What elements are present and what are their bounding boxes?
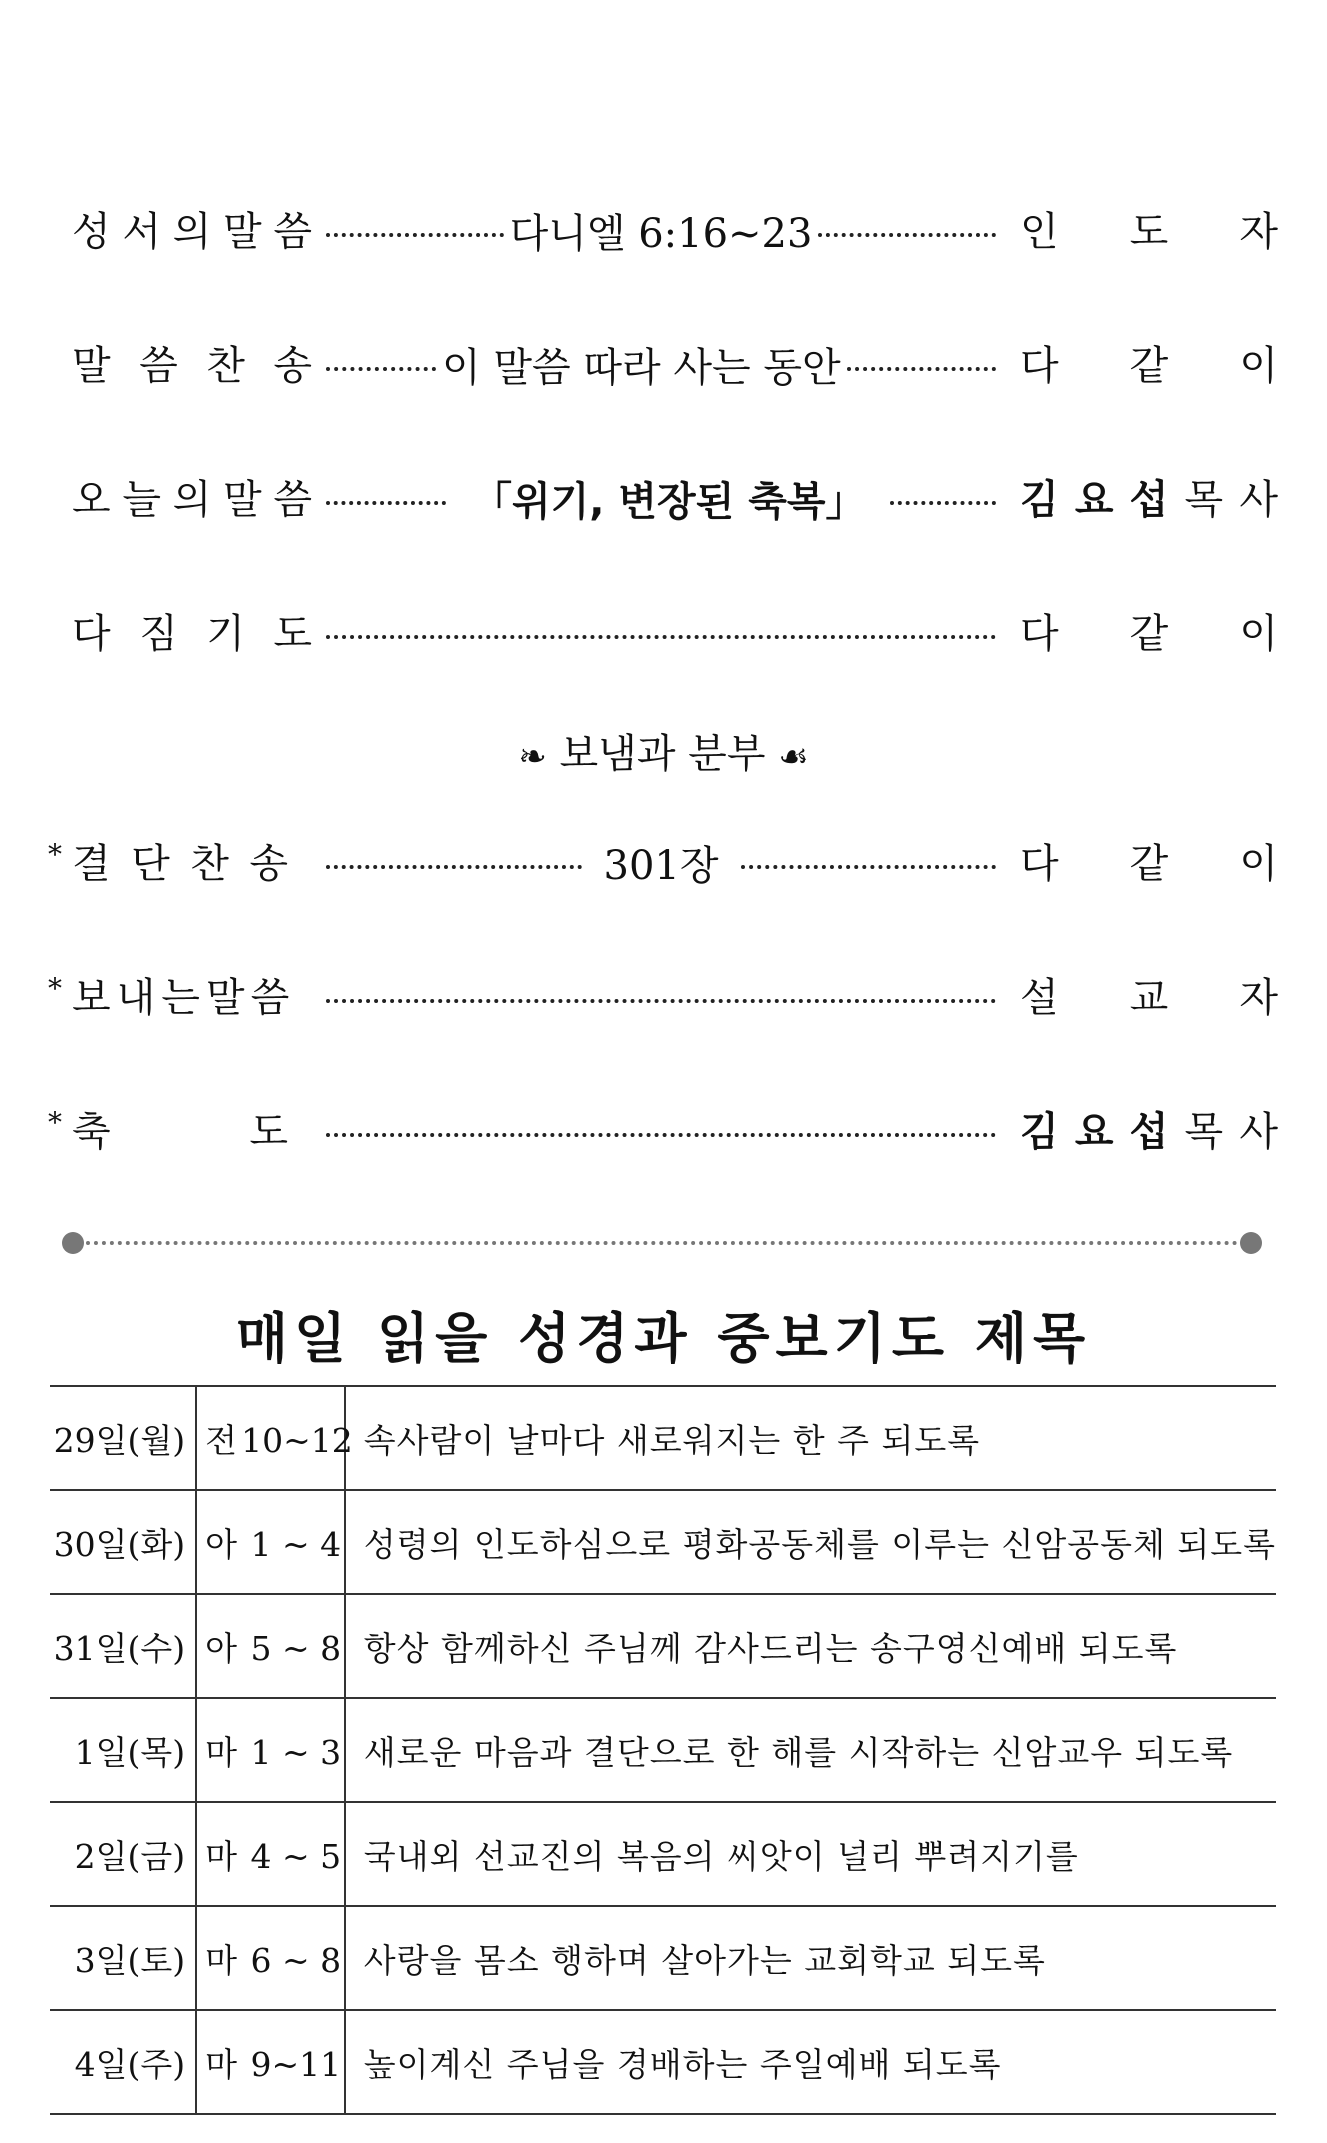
order-content: [320, 602, 1002, 662]
prayer-topic-cell: 사랑을 몸소 행하며 살아가는 교회학교 되도록: [345, 1906, 1276, 2010]
daily-table-title: 매일 읽을 성경과 중보기도 제목: [235, 1307, 1092, 1370]
order-row-prayer: [0, 602, 1327, 662]
standing-mark: *: [48, 972, 62, 1005]
order-leader: 인 도 자: [1020, 209, 1278, 255]
prayer-topic-cell: 높이계신 주님을 경배하는 주일예배 되도록: [345, 2010, 1276, 2114]
day-cell: 1일(목): [50, 1698, 196, 1802]
order-label: 말 씀 찬 송: [72, 343, 312, 389]
order-label: 성 서 의 말 씀: [72, 209, 312, 255]
day-cell: 4일(주): [50, 2010, 196, 2114]
order-leader: 다 같 이: [1020, 611, 1278, 657]
table-row: [50, 1490, 1276, 1594]
reading-cell: 아 5 ~ 8: [196, 1594, 345, 1698]
order-label: * 축 도: [48, 1106, 288, 1155]
standing-mark: *: [48, 1106, 62, 1139]
section-heading: ❧ 보냄과 분부 ☙: [518, 731, 809, 777]
order-content: [320, 966, 1002, 1026]
ornament-right-icon: ☙: [778, 737, 809, 777]
order-row-closing-hymn: [0, 832, 1327, 892]
prayer-topic-cell: 새로운 마음과 결단으로 한 해를 시작하는 신암교우 되도록: [345, 1698, 1276, 1802]
day-cell: 2일(금): [50, 1802, 196, 1906]
prayer-topic-cell: 속사람이 날마다 새로워지는 한 주 되도록: [345, 1386, 1276, 1490]
order-row-sermon: [0, 468, 1327, 528]
order-label: * 결 단 찬 송: [48, 838, 288, 887]
order-label: 오 늘 의 말 씀: [72, 477, 312, 523]
order-leader: 김 요 섭 목 사: [1020, 477, 1278, 523]
standing-mark: *: [48, 838, 62, 871]
reading-cell: 전 10~12: [196, 1386, 345, 1490]
order-row-sending-words: [0, 966, 1327, 1026]
order-leader: 다 같 이: [1020, 343, 1278, 389]
order-label: 다 짐 기 도: [72, 611, 312, 657]
reading-cell: 마 4 ~ 5: [196, 1802, 345, 1906]
day-cell: 3일(토): [50, 1906, 196, 2010]
table-row: [50, 2010, 1276, 2114]
order-content: [320, 468, 1002, 528]
reading-cell: 마 1 ~ 3: [196, 1698, 345, 1802]
order-content: [320, 1100, 1002, 1160]
dotted-divider: [62, 1232, 1262, 1254]
prayer-topic-cell: 항상 함께하신 주님께 감사드리는 송구영신예배 되도록: [345, 1594, 1276, 1698]
day-cell: 30일(화): [50, 1490, 196, 1594]
table-row: [50, 1698, 1276, 1802]
prayer-topic-cell: 국내외 선교진의 복음의 씨앗이 널리 뿌려지기를: [345, 1802, 1276, 1906]
reading-cell: 마 9~11: [196, 2010, 345, 2114]
table-row: [50, 1594, 1276, 1698]
day-cell: 31일(수): [50, 1594, 196, 1698]
order-content: 다니엘 6:16~23: [320, 200, 1002, 260]
order-row-benediction: [0, 1100, 1327, 1160]
prayer-topic-cell: 성령의 인도하심으로 평화공동체를 이루는 신암공동체 되도록: [345, 1490, 1276, 1594]
ornament-left-icon: ❧: [518, 737, 547, 777]
order-row-scripture: [0, 200, 1327, 260]
table-row: [50, 1386, 1276, 1490]
order-row-hymn: [0, 334, 1327, 394]
order-content: 이 말씀 따라 사는 동안: [320, 334, 1002, 394]
order-leader: 설 교 자: [1020, 975, 1278, 1021]
order-leader: 김 요 섭 목 사: [1020, 1109, 1278, 1155]
day-cell: 29일(월): [50, 1386, 196, 1490]
reading-cell: 아 1 ~ 4: [196, 1490, 345, 1594]
table-row: [50, 1906, 1276, 2010]
order-label: * 보 내 는 말 씀: [48, 972, 296, 1021]
order-leader: 다 같 이: [1020, 841, 1278, 887]
table-row: [50, 1802, 1276, 1906]
order-content: 301장: [320, 832, 1002, 892]
sermon-title: 「위기, 변장된 축복」: [472, 478, 866, 525]
daily-reading-table: [50, 1385, 1276, 2115]
reading-cell: 마 6 ~ 8: [196, 1906, 345, 2010]
